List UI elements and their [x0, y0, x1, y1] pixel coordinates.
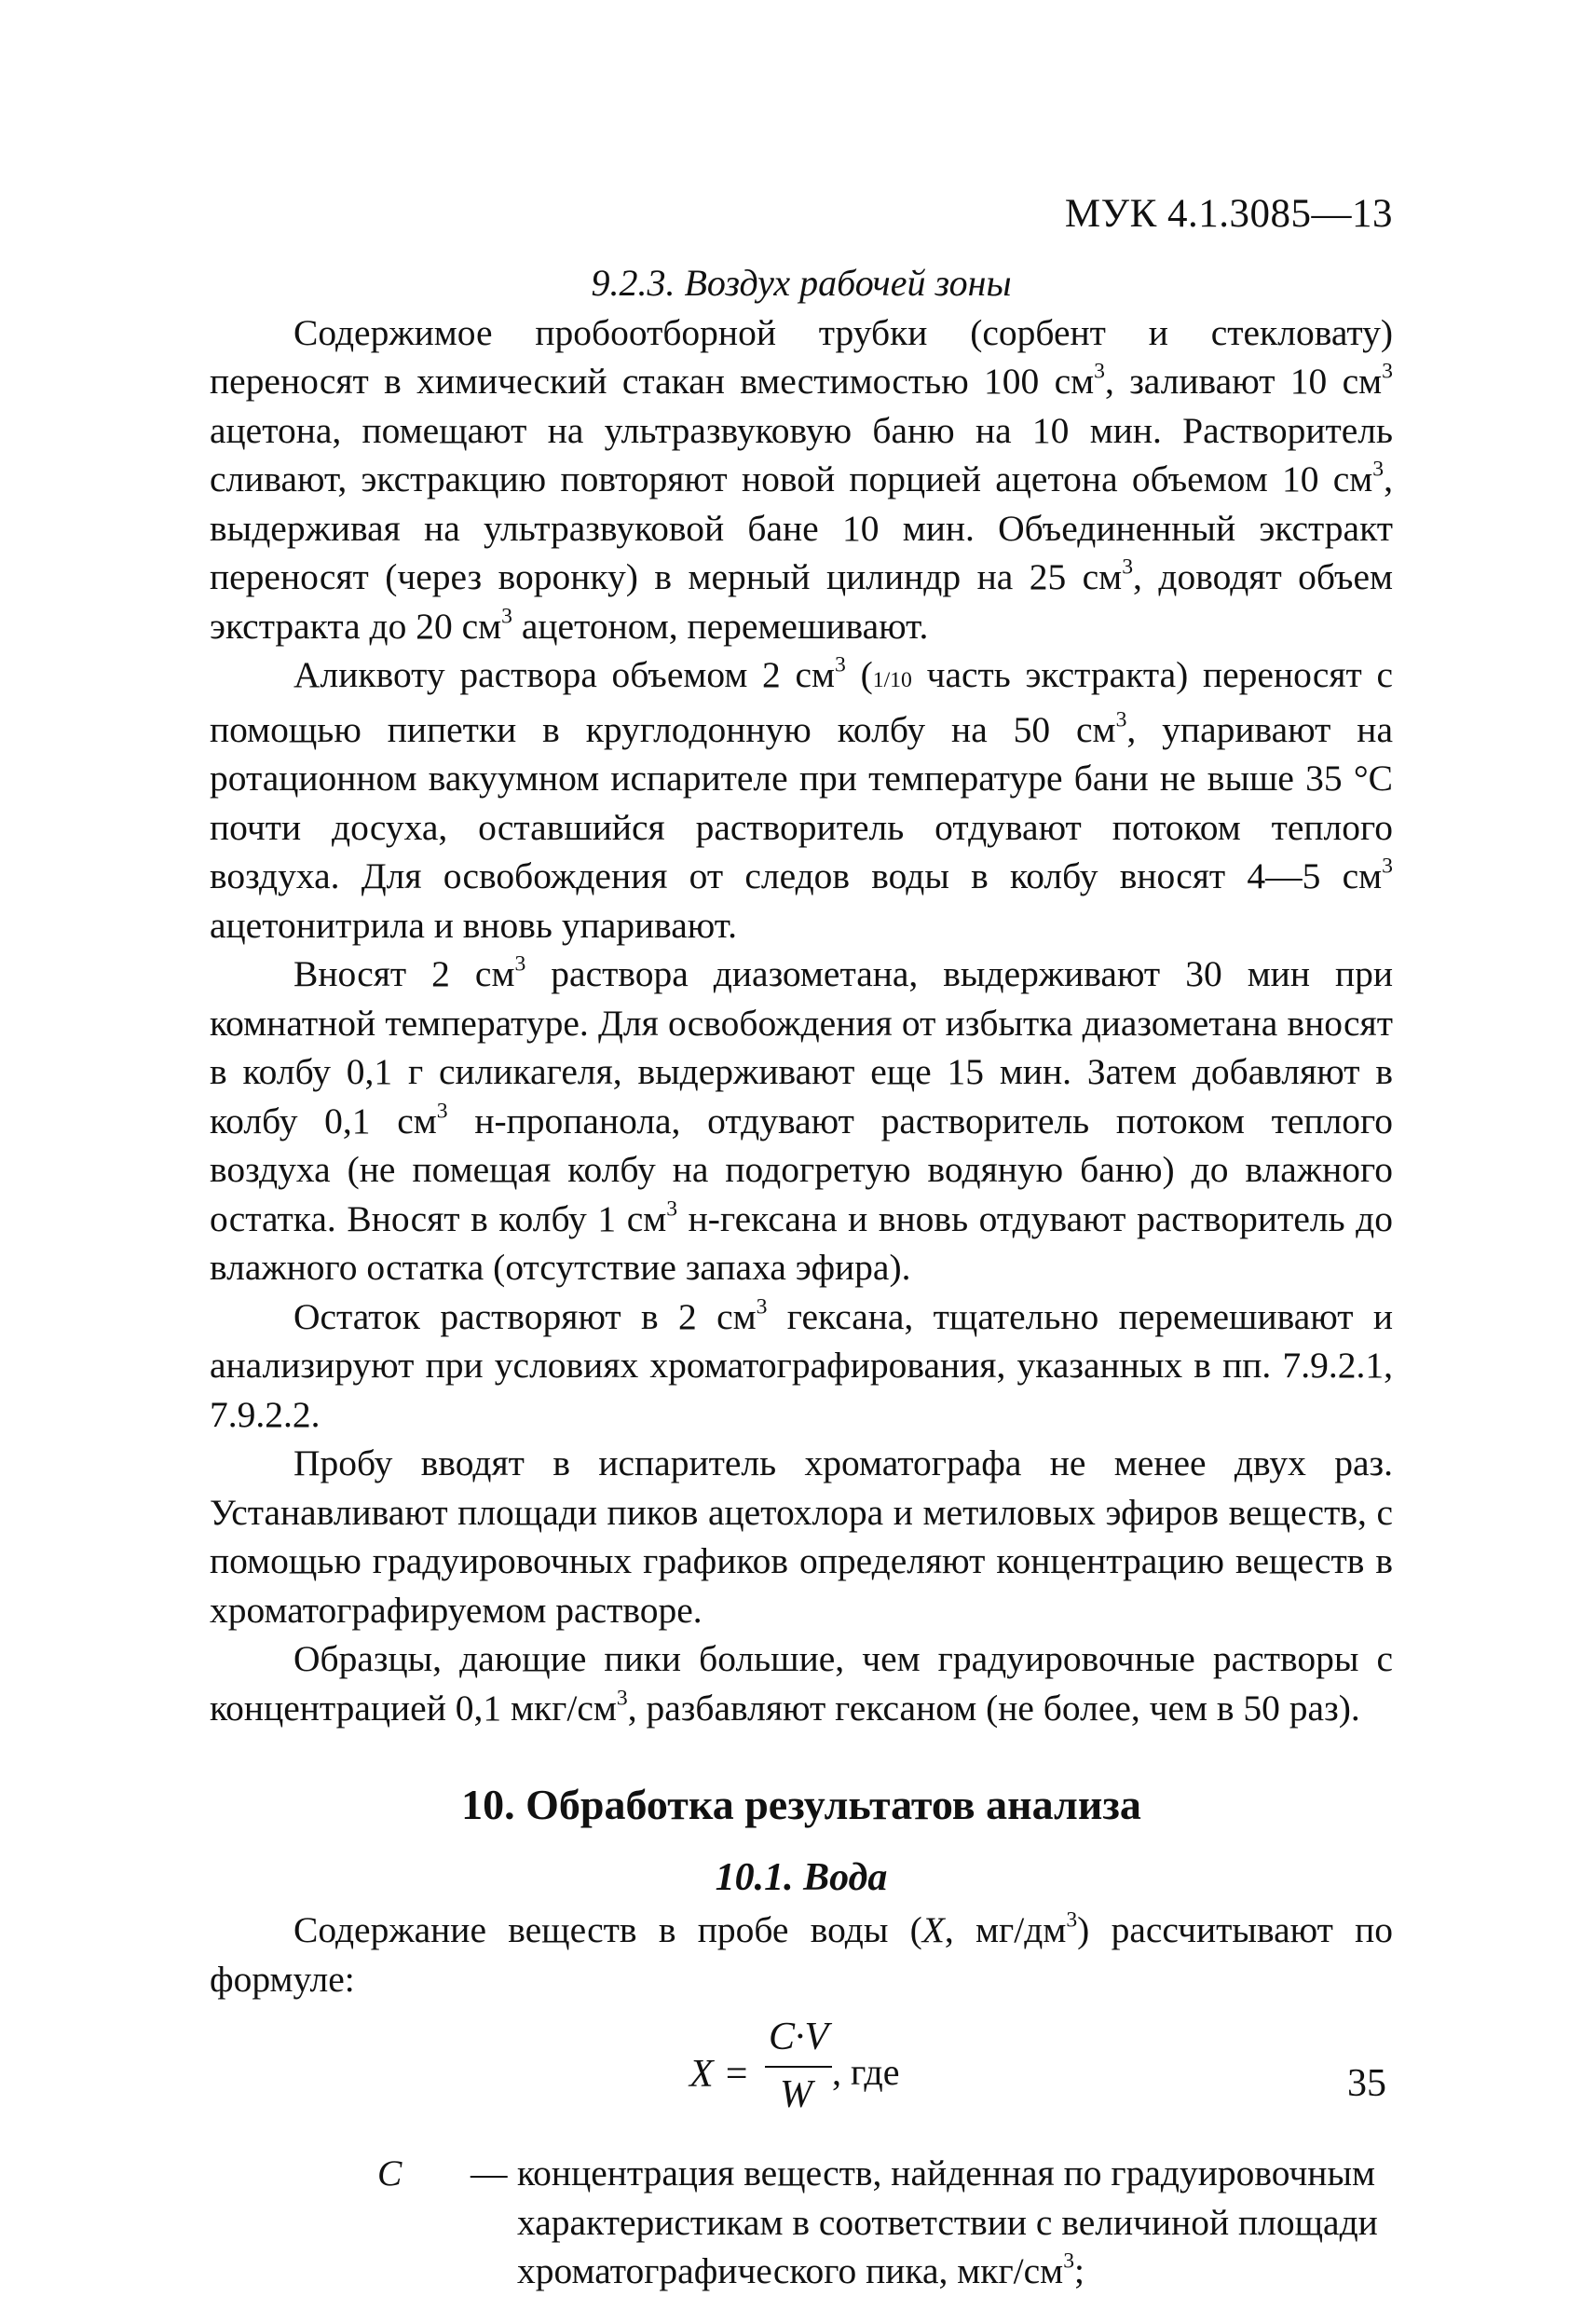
superscript: 3	[835, 652, 846, 677]
superscript: 3	[1063, 2248, 1075, 2274]
superscript: 3	[436, 1098, 448, 1123]
superscript: 3	[1382, 359, 1393, 384]
text: ;	[1074, 2250, 1085, 2291]
paragraph-5: Пробу вводят в испаритель хроматографа не менее двух раз. Устанавливают площади пиков ацетохлора и метиловых эфиров веществ, с помощью градуировочных графиков определяют концентрацию веществ в хроматографируемом растворе.	[210, 1442, 1393, 1631]
paragraph-2	[210, 650, 1393, 950]
text: Образцы, дающие пики большие, чем градуировочные растворы с концентрацией 0,1 мкг/см	[210, 1638, 1393, 1729]
formula-numerator: C·V	[769, 2016, 829, 2058]
superscript: 3	[514, 951, 526, 977]
text: , разбавляют гексаном (не более, чем в 50 раз).	[627, 1687, 1360, 1729]
text: Вносят 2 см	[293, 953, 515, 994]
text: , мг/дм	[944, 1909, 1067, 1950]
definition-text	[517, 2149, 1393, 2296]
formula	[210, 2013, 1393, 2143]
superscript: 3	[1122, 554, 1134, 580]
superscript: 3	[756, 1293, 768, 1319]
text: , упаривают на ротационном вакуумном испарителе при температуре бани не выше 35 °С почти досуха, оставшийся растворитель отдувают потоком теплого воздуха. Для освобождения от следов воды в колбу вносят 4—5 см	[210, 708, 1393, 896]
text: , выдерживая на ультразвуковой бане 10 мин. Объединенный экстракт переносят (через воронку) в мерный цилиндр на 25 см	[210, 458, 1393, 597]
subsection-heading: 10.1. Вода	[715, 1856, 888, 1899]
text: ацетонитрила и вновь упаривают.	[210, 904, 737, 946]
superscript: 3	[616, 1685, 628, 1710]
superscript: 3	[1372, 457, 1385, 482]
fraction: 1/10	[872, 668, 912, 692]
superscript: 3	[501, 603, 513, 628]
definition-symbol: C	[377, 2153, 402, 2194]
text: Содержание веществ в пробе воды (	[293, 1909, 922, 1950]
page-body	[210, 196, 1393, 2296]
variable-x: X	[921, 1909, 945, 1950]
text: Остаток растворяют в 2 см	[293, 1295, 757, 1337]
formula-intro	[210, 1906, 1393, 2003]
superscript: 3	[1094, 359, 1105, 384]
text: ) рассчитывают по формуле:	[210, 1909, 1394, 2000]
formula-denominator: W	[780, 2073, 812, 2116]
subsection-title: 9.2.3. Воздух рабочей зоны	[591, 262, 1012, 304]
definition-list	[210, 2149, 1393, 2296]
paragraph-6	[210, 1634, 1393, 1732]
text: (	[845, 654, 873, 695]
page-number: 35	[1347, 2062, 1386, 2105]
text: гексана, тщательно перемешивают и анализируют при условиях хроматографирования, указанных в пп. 7.9.2.1, 7.9.2.2.	[210, 1295, 1393, 1435]
formula-lhs: X =	[689, 2053, 750, 2096]
superscript: 3	[666, 1196, 678, 1221]
document-code: МУК 4.1.3085—13	[1064, 192, 1393, 236]
text: ацетона, помещают на ультразвуковую баню на 10 мин. Растворитель сливают, экстракцию повторяют новой порцией ацетона объемом 10 см	[210, 409, 1393, 499]
text: часть экстракта) переносят с помощью пипетки в круглодонную колбу на 50 см	[210, 654, 1394, 750]
text: ацетоном, перемешивают.	[512, 605, 929, 647]
superscript: 3	[1066, 1907, 1078, 1933]
text: , заливают 10 см	[1105, 361, 1383, 402]
text: , доводят объем экстракта до 20 см	[210, 556, 1393, 647]
text: концентрация веществ, найденная по градуировочным характеристикам в соответствии с величиной площади хроматографического пика, мкг/см	[517, 2153, 1378, 2291]
text: Аликвоту раствора объемом 2 см	[293, 654, 836, 695]
definition-dash: —	[471, 2153, 508, 2194]
section-title: 10. Обработка результатов анализа	[461, 1781, 1141, 1828]
text: раствора диазометана, выдерживают 30 мин при комнатной температуре. Для освобождения от избытка диазометана вносят в колбу 0,1 г силикагеля, выдерживают еще 15 мин. Затем добавляют в колбу 0,1 см	[210, 953, 1393, 1141]
definition-row	[210, 2149, 1393, 2296]
text: н-пропанола, отдувают растворитель потоком теплого воздуха (не помещая колбу на подогретую водяную баню) до влажного остатка. Вносят в колбу 1 см	[210, 1100, 1393, 1239]
superscript: 3	[1115, 706, 1127, 731]
paragraph-1	[210, 308, 1393, 651]
formula-tail: , где	[832, 2051, 900, 2093]
text: Содержимое пробоотборной трубки (сорбент и стекловату) переносят в химический стакан вместимостью 100 см	[210, 311, 1393, 402]
text: н-гексана и вновь отдувают растворитель до влажного остатка (отсутствие запаха эфира).	[210, 1197, 1394, 1288]
fraction-bar	[765, 2066, 832, 2068]
paragraph-3	[210, 950, 1393, 1292]
superscript: 3	[1382, 854, 1393, 879]
paragraph-4	[210, 1292, 1393, 1440]
